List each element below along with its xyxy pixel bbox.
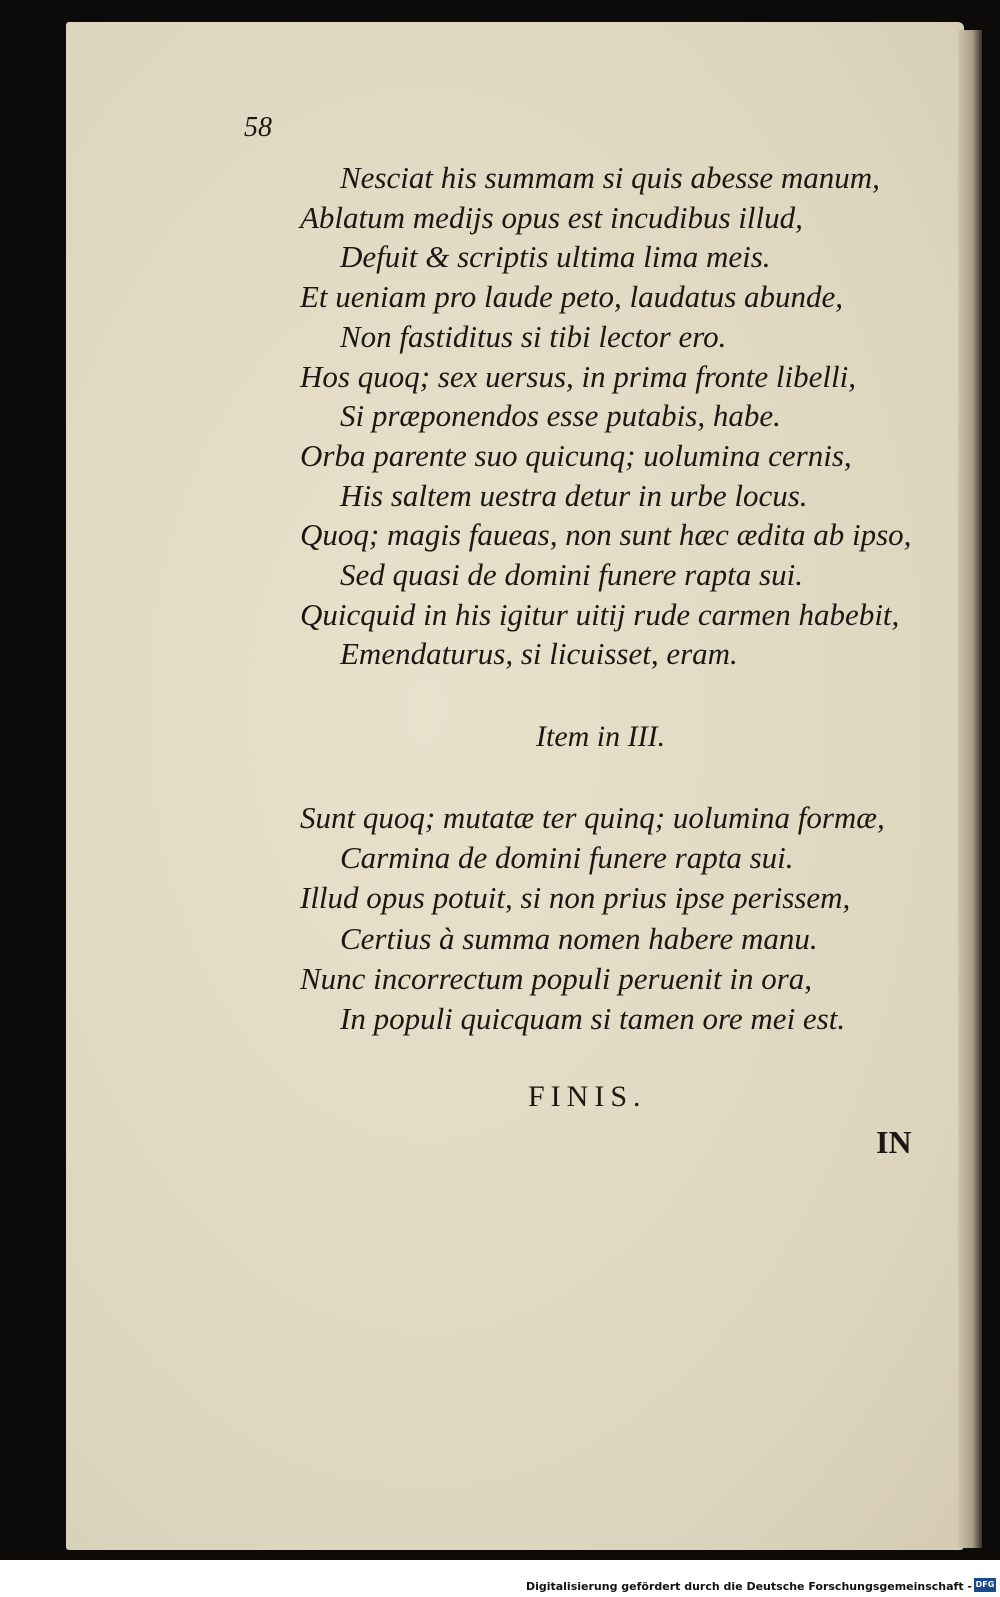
- verse-line: Certius à summa nomen habere manu.: [340, 920, 818, 956]
- verse-line: Non fastiditus si tibi lector ero.: [340, 318, 727, 354]
- verse-line: Et ueniam pro laude peto, laudatus abunde,: [300, 279, 844, 315]
- verse-line: Si præponendos esse putabis, habe.: [340, 398, 781, 434]
- page-edge: [958, 30, 982, 1548]
- verse-line: Ablatum medijs opus est incudibus illud,: [300, 199, 803, 235]
- catchword: IN: [876, 1124, 912, 1160]
- finis-label: FINIS.: [528, 1080, 647, 1113]
- verse-line: Orba parente suo quicunq; uolumina cernis,: [300, 437, 852, 473]
- verse-line: Quicquid in his igitur uitij rude carmen habebit,: [300, 596, 900, 632]
- verse-line: Hos quoq; sex uersus, in prima fronte libelli,: [300, 358, 856, 394]
- verse-line: Sunt quoq; mutatæ ter quinq; uolumina formæ,: [300, 800, 885, 835]
- verse-line: Carmina de domini funere rapta sui.: [340, 840, 794, 876]
- verse-line: Nesciat his summam si quis abesse manum,: [340, 160, 880, 195]
- page-number: 58: [244, 112, 272, 143]
- verse-line: His saltem uestra detur in urbe locus.: [340, 477, 808, 513]
- verse-line: Illud opus potuit, si non prius ipse perissem,: [300, 880, 851, 916]
- verse-line: Defuit & scriptis ultima lima meis.: [340, 239, 771, 275]
- verse-line: Emendaturus, si licuisset, eram.: [340, 636, 738, 672]
- verse-line: Nunc incorrectum populi peruenit in ora,: [300, 960, 813, 996]
- section-heading: Item in III.: [536, 720, 666, 753]
- verse-line: Quoq; magis faueas, non sunt hæc ædita ab ipso,: [300, 517, 912, 553]
- dfg-logo-icon: DFG: [974, 1578, 996, 1592]
- verse-line: Sed quasi de domini funere rapta sui.: [340, 557, 803, 592]
- verse-line: In populi quicquam si tamen ore mei est.: [340, 1001, 846, 1036]
- digitization-credit: Digitalisierung gefördert durch die Deutsche Forschungsgemeinschaft -: [525, 1580, 972, 1593]
